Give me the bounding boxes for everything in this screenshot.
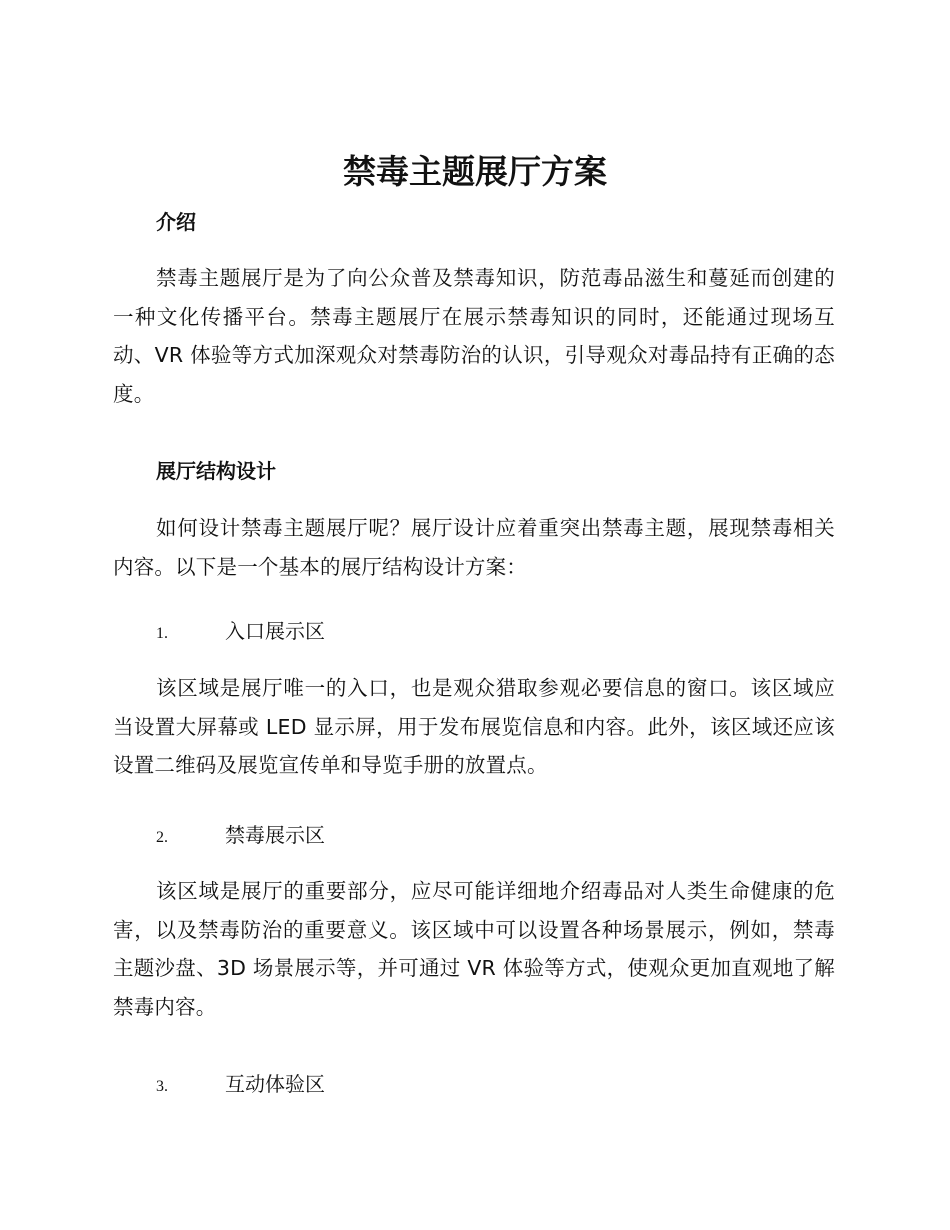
intro-paragraph: 禁毒主题展厅是为了向公众普及禁毒知识，防范毒品滋生和蔓延而创建的一种文化传播平台。禁毒主题展厅在展示禁毒知识的同时，还能通过现场互动、VR 体验等方式加深观众对禁毒防治的认识，引导观众对毒品持有正确的态度。 [113,266,835,406]
list-number: 1. [156,625,168,642]
list-item-2-paragraph: 该区域是展厅的重要部分，应尽可能详细地介绍毒品对人类生命健康的危害，以及禁毒防治的重要意义。该区域中可以设置各种场景展示，例如，禁毒主题沙盘、3D 场景展示等，并可通过 VR 体验等方式，使观众更加直观地了解禁毒内容。 [113,879,835,1019]
structure-paragraph: 如何设计禁毒主题展厅呢？展厅设计应着重突出禁毒主题，展现禁毒相关内容。以下是一个基本的展厅结构设计方案： [113,516,835,579]
list-item-2 [156,820,325,853]
list-label: 入口展示区 [225,619,325,643]
list-number: 2. [156,829,168,846]
list-item-1 [156,616,325,649]
list-label: 互动体验区 [225,1072,325,1096]
section-heading-intro: 介绍 [156,210,196,234]
list-number: 3. [156,1078,168,1095]
section-heading-structure: 展厅结构设计 [156,459,276,483]
list-item-3 [156,1069,325,1102]
list-label: 禁毒展示区 [225,823,325,847]
document-title: 禁毒主题展厅方案 [343,152,607,191]
list-item-1-paragraph: 该区域是展厅唯一的入口，也是观众猎取参观必要信息的窗口。该区域应当设置大屏幕或 LED 显示屏，用于发布展览信息和内容。此外，该区域还应该设置二维码及展览宣传单和导览手册的放置点。 [113,676,835,777]
